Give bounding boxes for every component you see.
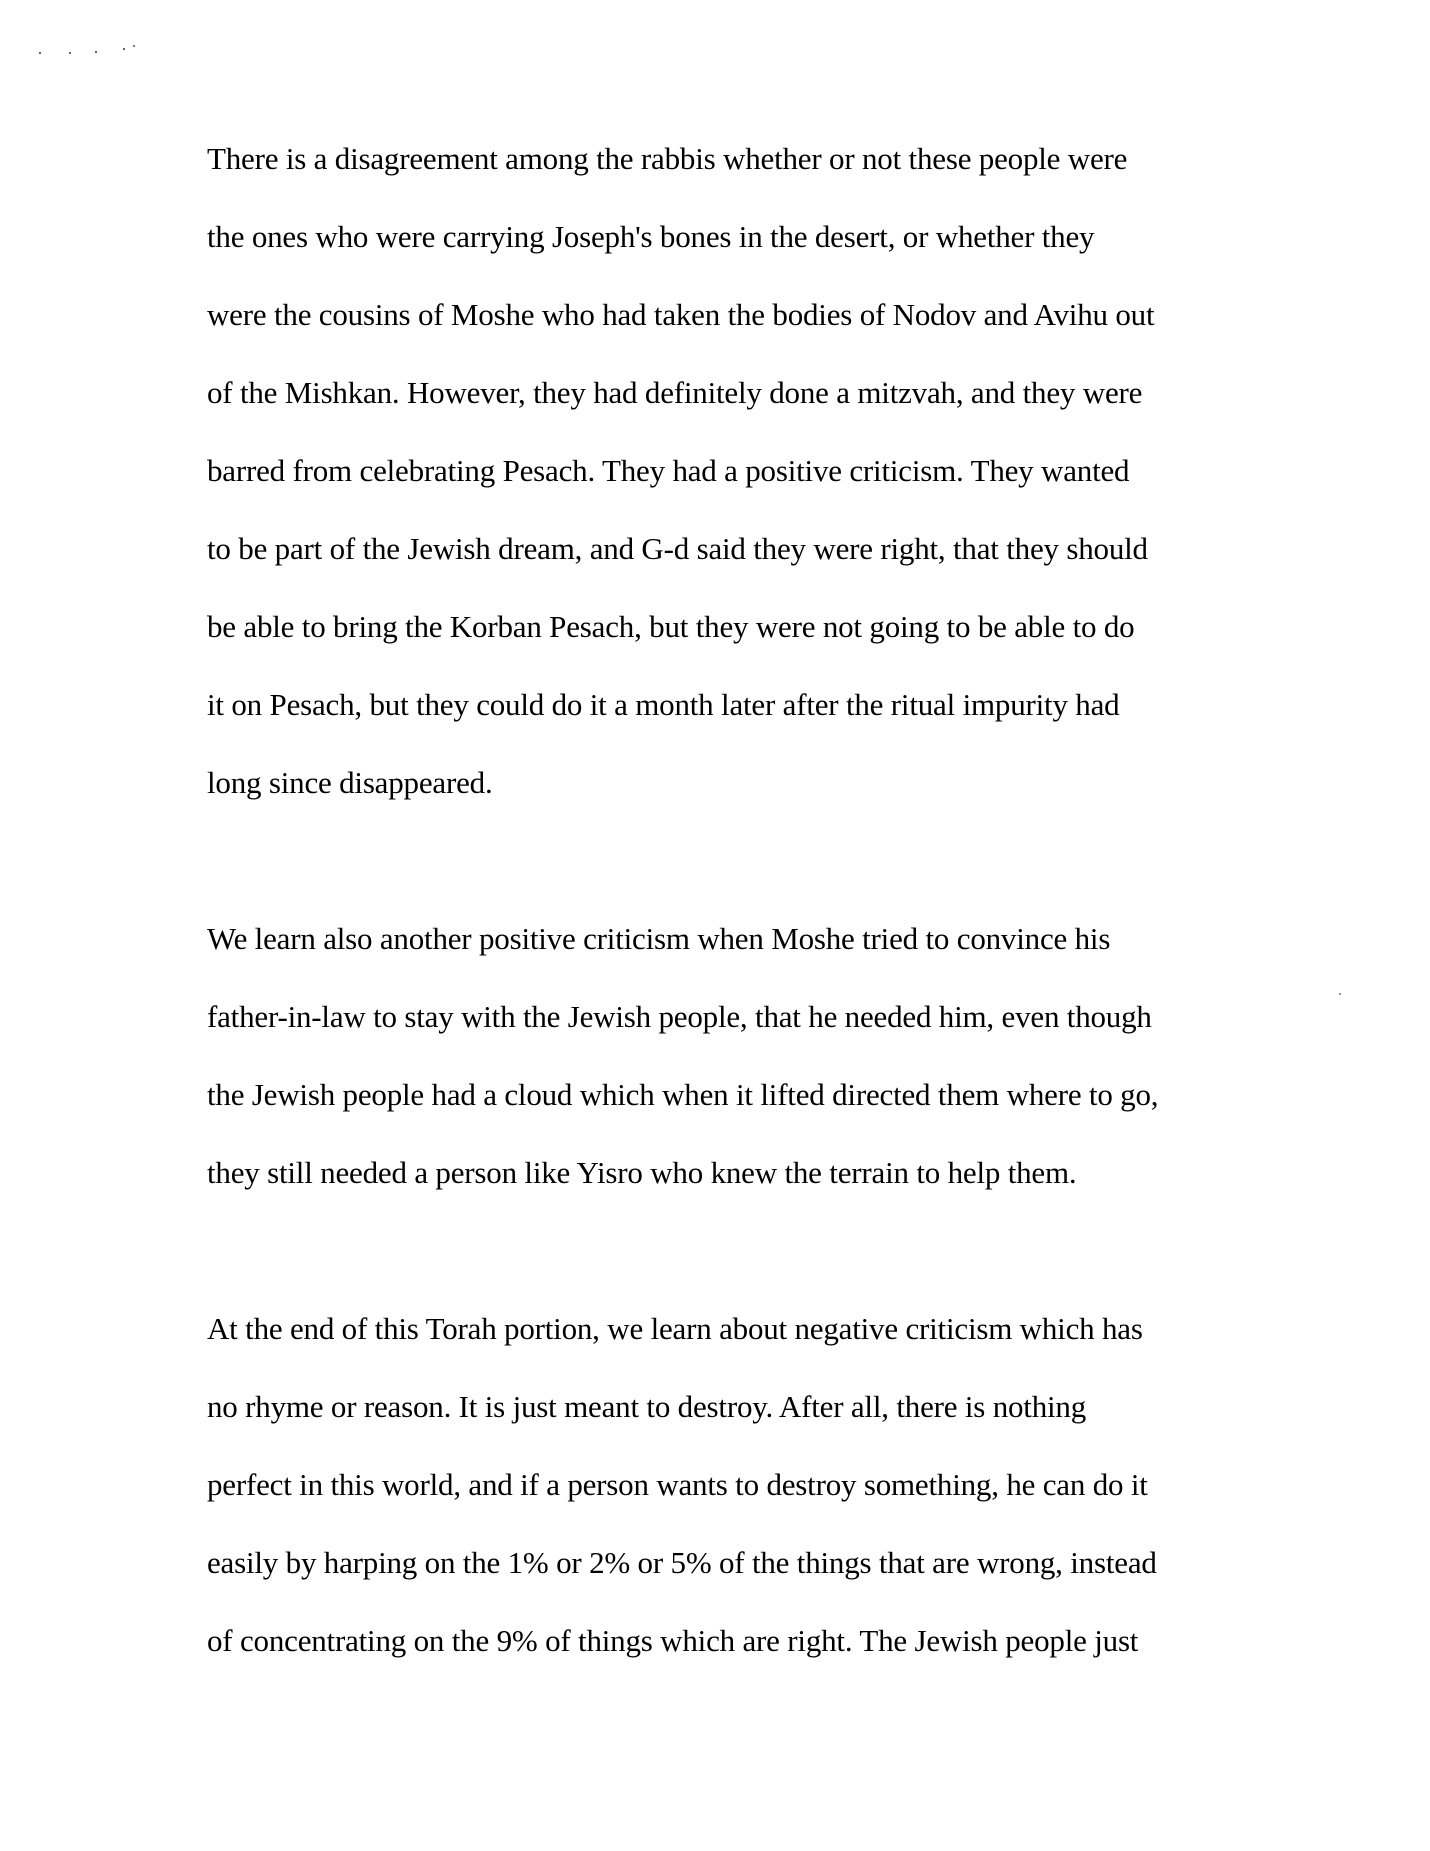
paragraph-1-line-9: long since disappeared. (207, 765, 493, 800)
paragraph-3-line-2: no rhyme or reason. It is just meant to destroy. After all, there is nothing (207, 1389, 1087, 1424)
paragraph-2-line-4: they still needed a person like Yisro who knew the terrain to help them. (207, 1155, 1077, 1190)
paragraph-1-line-3: were the cousins of Moshe who had taken the bodies of Nodov and Avihu out (207, 297, 1155, 332)
paragraph-1-line-6: to be part of the Jewish dream, and G-d said they were right, that they should (207, 531, 1148, 566)
paragraph-3-line-1: At the end of this Torah portion, we learn about negative criticism which has (207, 1311, 1143, 1346)
paragraph-3-line-4: easily by harping on the 1% or 2% or 5% of the things that are wrong, instead (207, 1545, 1157, 1580)
paragraph-1-line-2: the ones who were carrying Joseph's bones in the desert, or whether they (207, 219, 1095, 254)
paragraph-3-line-5: of concentrating on the 9% of things which are right. The Jewish people just (207, 1623, 1139, 1658)
scan-specks (38, 40, 168, 60)
paragraph-1-line-4: of the Mishkan. However, they had definitely done a mitzvah, and they were (207, 375, 1143, 410)
paragraph-1-line-8: it on Pesach, but they could do it a month later after the ritual impurity had (207, 687, 1120, 722)
paragraph-1-line-5: barred from celebrating Pesach. They had a positive criticism. They wanted (207, 453, 1130, 488)
paragraph-1-line-7: be able to bring the Korban Pesach, but they were not going to be able to do (207, 609, 1135, 644)
paragraph-2-line-1: We learn also another positive criticism when Moshe tried to convince his (207, 921, 1111, 956)
paragraph-2-line-2: father-in-law to stay with the Jewish people, that he needed him, even though (207, 999, 1152, 1034)
scan-speck (1338, 992, 1342, 996)
paragraph-1-line-1: There is a disagreement among the rabbis whether or not these people were (207, 141, 1128, 176)
paragraph-2-line-3: the Jewish people had a cloud which when it lifted directed them where to go, (207, 1077, 1159, 1112)
paragraph-3-line-3: perfect in this world, and if a person wants to destroy something, he can do it (207, 1467, 1148, 1502)
